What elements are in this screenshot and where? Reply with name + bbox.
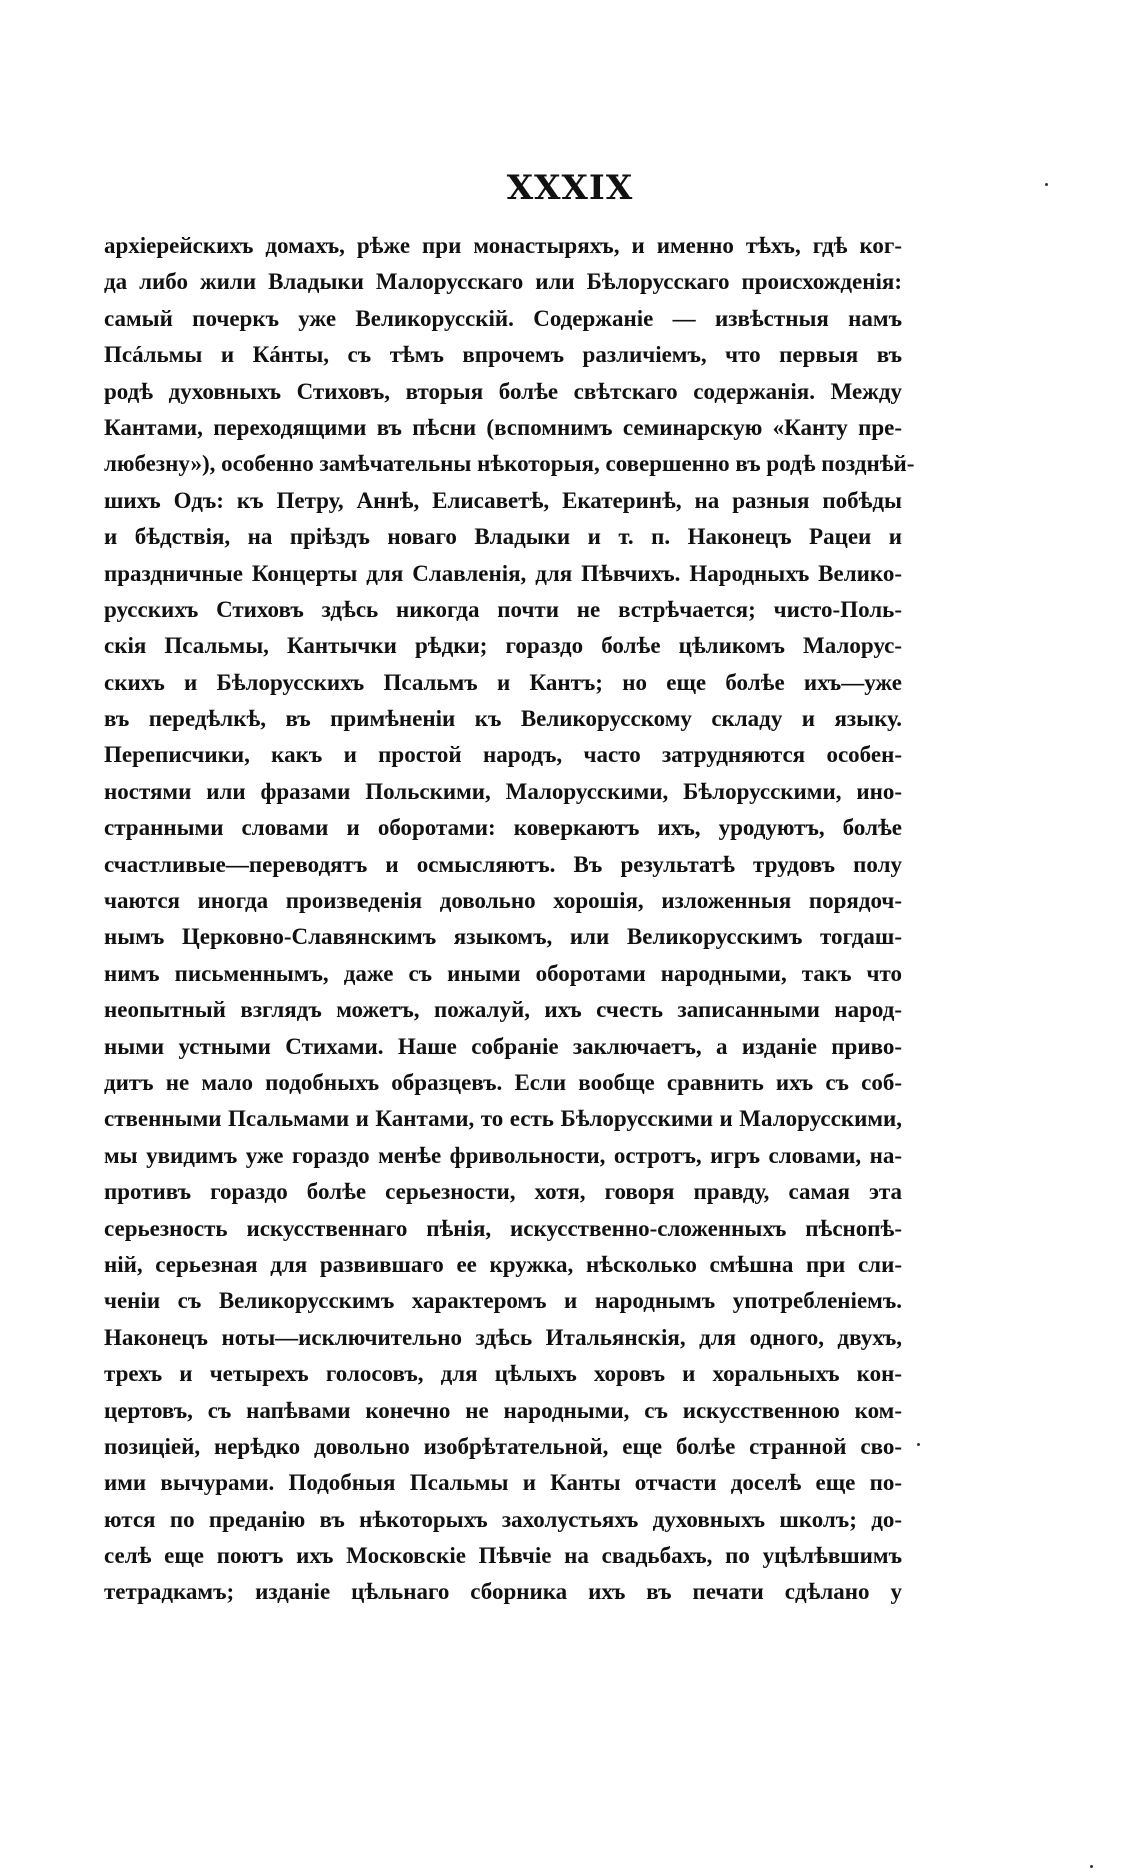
text-line: нымъ Церковно-Славянскимъ языкомъ, или Великорусскимъ тогдаш- <box>104 924 902 950</box>
text-line: позиціей, нерѣдко довольно изобрѣтательной, еще болѣе странной сво- <box>104 1433 902 1459</box>
text-line: и бѣдствія, на пріѣздъ новаго Владыки и т. п. Наконецъ Рацеи и <box>104 524 902 550</box>
text-line: въ передѣлкѣ, въ примѣненіи къ Великорусскому складу и языку. <box>104 706 902 732</box>
page-number: XXXIX <box>506 168 634 208</box>
text-line: селѣ еще поютъ ихъ Московскіе Пѣвчіе на свадьбахъ, по уцѣлѣвшимъ <box>104 1543 902 1569</box>
text-line: дитъ не мало подобныхъ образцевъ. Если вообще сравнить ихъ съ соб- <box>104 1069 902 1095</box>
text-line: архіерейскихъ домахъ, рѣже при монастыряхъ, и именно тѣхъ, гдѣ ког- <box>104 233 902 258</box>
text-line: скихъ и Бѣлорусскихъ Псальмъ и Кантъ; но еще болѣе ихъ—уже <box>104 669 902 695</box>
text-line: тетрадкамъ; изданіе цѣльнаго сборника ихъ въ печати сдѣлано у <box>104 1579 902 1605</box>
text-line: самый почеркъ уже Великорусскій. Содержаніе — извѣстныя намъ <box>104 305 902 331</box>
scan-speck <box>1045 183 1048 186</box>
text-line: любезну»), особенно замѣчательны нѣкоторыя, совершенно въ родѣ позднѣй- <box>104 451 915 477</box>
text-line: да либо жили Владыки Малорусскаго или Бѣлорусскаго происхожденія: <box>104 269 902 295</box>
text-line: шихъ Одъ: къ Петру, Аннѣ, Елисаветѣ, Екатеринѣ, на разныя побѣды <box>104 487 902 513</box>
text-line: скія Псальмы, Кантычки рѣдки; гораздо болѣе цѣликомъ Малорус- <box>104 633 902 659</box>
text-line: чeніи съ Великорусскимъ характеромъ и народнымъ употребленіемъ. <box>104 1288 902 1314</box>
text-line: Псáльмы и Кáнты, съ тѣмъ впрочемъ различіемъ, что первыя въ <box>104 342 902 368</box>
text-line: ній, серьезная для развившаго ее кружка, нѣсколько смѣшна при сли- <box>104 1251 902 1277</box>
scan-speck <box>1090 1865 1093 1868</box>
text-line: праздничные Концерты для Славленія, для Пѣвчихъ. Народныхъ Велико- <box>104 560 902 586</box>
text-line: цертовъ, съ напѣвами конечно не народными, съ искусственною ком- <box>104 1397 902 1423</box>
text-line: ностями или фразами Польскими, Малорусскими, Бѣлорусскими, ино- <box>104 778 902 804</box>
text-line: русскихъ Стиховъ здѣсь никогда почти не встрѣчается; чисто-Поль- <box>104 596 902 622</box>
text-line: неопытный взглядъ можетъ, пожалуй, ихъ счесть записанными народ- <box>104 997 902 1023</box>
text-line: Кантами, переходящими въ пѣсни (вспомнимъ семинарскую «Канту пре- <box>104 414 902 440</box>
text-line: ственными Псальмами и Кантами, то есть Бѣлорусскими и Малорусскими, <box>104 1106 902 1132</box>
body-text <box>104 228 915 1611</box>
text-line: счастливые—переводятъ и осмысляютъ. Въ результатѣ трудовъ полу <box>104 851 902 877</box>
text-line: ными устными Стихами. Наше собраніе заключаетъ, а изданіе приво- <box>104 1033 902 1059</box>
scan-speck <box>917 1443 920 1446</box>
text-line: странными словами и оборотами: коверкаютъ ихъ, уродуютъ, болѣе <box>104 815 902 841</box>
text-line: нимъ письменнымъ, даже съ иными оборотами народными, такъ что <box>104 960 902 986</box>
text-line: чаются иногда произведенія довольно хорошія, изложенныя порядоч- <box>104 888 902 914</box>
text-line: мы увидимъ уже гораздо менѣе фривольности, остротъ, игръ словами, на- <box>104 1142 902 1168</box>
text-line: серьезность искусственнаго пѣнія, искусственно-сложенныхъ пѣснопѣ- <box>104 1215 902 1241</box>
text-line: трехъ и четырехъ голосовъ, для цѣлыхъ хоровъ и хоральныхъ кон- <box>104 1361 902 1387</box>
text-line: родѣ духовныхъ Стиховъ, вторыя болѣе свѣтскаго содержанія. Между <box>104 378 902 404</box>
text-line: ются по преданію въ нѣкоторыхъ захолустьяхъ духовныхъ школъ; до- <box>104 1506 902 1532</box>
text-line: ими вычурами. Подобныя Псальмы и Канты отчасти доселѣ еще по- <box>104 1470 902 1496</box>
text-line: Наконецъ ноты—исключительно здѣсь Итальянскія, для одного, двухъ, <box>104 1324 902 1350</box>
text-line: противъ гораздо болѣе серьезности, хотя, говоря правду, самая эта <box>104 1179 902 1205</box>
text-line: Переписчики, какъ и простой народъ, часто затрудняются особен- <box>104 742 902 768</box>
